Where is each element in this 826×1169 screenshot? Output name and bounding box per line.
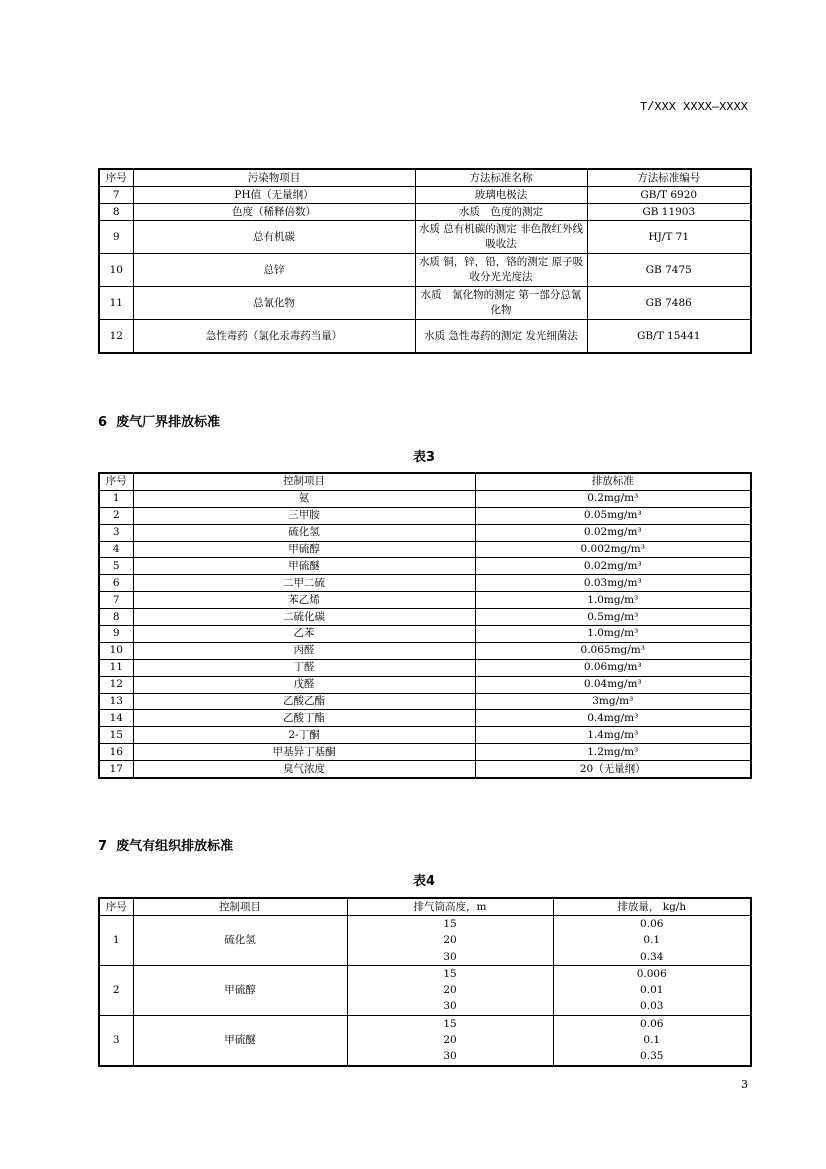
column-header: 方法标准编号 [587,169,751,187]
table-cell: 17 [99,761,133,778]
section-title: 废气厂界排放标准 [116,415,221,430]
table-cell: 水质 急性毒药的测定 发光细菌法 [415,320,587,354]
table-cell: 0.002mg/m³ [475,541,751,558]
table-row [99,965,751,1015]
height-value: 30 [443,1050,457,1063]
table-cell: HJ/T 71 [587,221,751,254]
table-row [99,254,751,287]
table-row [99,524,751,541]
table-cell: GB 7475 [587,254,751,287]
table-cell: 总氰化物 [133,287,415,320]
table-cell: 总锌 [133,254,415,287]
rate-value: 0.01 [640,984,664,997]
table-row [99,642,751,659]
section-number: 7 [98,839,108,854]
table-cell: 硫化氢 [133,524,475,541]
table-cell: 氨 [133,490,475,507]
table-cell: 1.4mg/m³ [475,727,751,744]
table-cell: 10 [99,254,133,287]
table-cell: 水质 总有机碳的测定 非色散红外线吸收法 [415,221,587,254]
column-header: 序号 [99,169,133,187]
rate-value: 0.06 [640,918,664,930]
table-cell: 8 [99,609,133,626]
rate-value: 0.1 [643,1034,661,1047]
table-cell: 12 [99,676,133,693]
table-header-row [99,898,751,916]
table-cell: GB 7486 [587,287,751,320]
table-cell: 水质 铜，锌，铅，铬的测定 原子吸收分光光度法 [415,254,587,287]
table-cell: 戊醛 [133,676,475,693]
table-cell: 0.4mg/m³ [475,710,751,727]
table-cell: 玻璃电极法 [415,187,587,204]
table-cell: 0.05mg/m³ [475,507,751,524]
column-header: 排气筒高度，m [347,898,553,916]
table-row [99,507,751,524]
table-row [99,541,751,558]
methods-table [98,168,752,354]
table-cell: 9 [99,626,133,643]
table-cell: 三甲胺 [133,507,475,524]
table-cell: 水质 氰化物的测定 第一部分总氰化物 [415,287,587,320]
height-value: 15 [443,1017,457,1030]
table-cell: 0.03mg/m³ [475,575,751,592]
table-cell [347,965,553,1015]
table-cell: GB/T 6920 [587,187,751,204]
stack-emission-table [98,897,752,1067]
table-cell: 7 [99,592,133,609]
rate-value: 0.03 [640,1000,664,1013]
column-header: 序号 [99,473,133,490]
table-cell: 甲硫醚 [133,558,475,575]
table-cell: 20（无量纲） [475,761,751,778]
table-row [99,710,751,727]
height-value: 20 [443,934,457,947]
table-cell: 1 [99,916,133,966]
table-cell: 甲硫醇 [133,541,475,558]
table-row [99,187,751,204]
table-cell: 0.06mg/m³ [475,659,751,676]
table-header-row [99,169,751,187]
table-row [99,693,751,710]
table-cell: 水质 色度的测定 [415,204,587,221]
table-cell: 9 [99,221,133,254]
table-row [99,676,751,693]
table-row [99,320,751,354]
page-number: 3 [741,1078,748,1091]
rate-value: 0.34 [640,950,664,963]
table-cell: 0.02mg/m³ [475,558,751,575]
table-caption: 表4 [412,874,436,889]
table-row [99,609,751,626]
table-cell: 1.0mg/m³ [475,626,751,643]
table-cell: 苯乙烯 [133,592,475,609]
height-value: 15 [443,967,457,980]
table-cell: 丁醛 [133,659,475,676]
table-row [99,490,751,507]
table-cell: 1 [99,490,133,507]
table-cell: 0.5mg/m³ [475,609,751,626]
column-header: 控制项目 [133,898,347,916]
table-cell: 乙苯 [133,626,475,643]
table-cell: 0.2mg/m³ [475,490,751,507]
table-cell: 8 [99,204,133,221]
table-row [99,287,751,320]
table-cell: 5 [99,558,133,575]
table-cell: 急性毒药（氯化汞毒药当量） [133,320,415,354]
table-cell: 6 [99,575,133,592]
table-cell: 3mg/m³ [475,693,751,710]
column-header: 排放量， kg/h [553,898,751,916]
table-cell: PH值（无量纲） [133,187,415,204]
table-row [99,575,751,592]
table-cell: 0.02mg/m³ [475,524,751,541]
table-cell: 乙酸丁酯 [133,710,475,727]
table-cell: 4 [99,541,133,558]
height-value: 30 [443,950,457,963]
table-cell: 7 [99,187,133,204]
table-cell: 甲硫醇 [133,965,347,1015]
rate-value: 0.1 [643,934,661,947]
table-row [99,204,751,221]
table-cell [553,1015,751,1065]
boundary-emission-table [98,472,752,779]
table-row [99,744,751,761]
table-row [99,727,751,744]
table-cell: 二甲二硫 [133,575,475,592]
table-row [99,221,751,254]
document-code: T/XXX XXXX—XXXX [639,100,748,114]
table-cell: 臭气浓度 [133,761,475,778]
table-cell: 色度（稀释倍数） [133,204,415,221]
column-header: 污染物项目 [133,169,415,187]
table-cell: GB 11903 [587,204,751,221]
table-cell: 总有机碳 [133,221,415,254]
table-cell: 1.0mg/m³ [475,592,751,609]
table-row [99,916,751,966]
table-cell: 14 [99,710,133,727]
height-value: 20 [443,1034,457,1047]
section-heading [98,835,233,854]
height-value: 15 [443,918,457,930]
table-cell: 11 [99,287,133,320]
table-row [99,761,751,778]
table-cell: 硫化氢 [133,916,347,966]
table-cell [347,916,553,966]
table-cell: 16 [99,744,133,761]
table-row [99,1015,751,1065]
rate-value: 0.006 [636,967,667,980]
table-cell: 甲基异丁基酮 [133,744,475,761]
column-header: 控制项目 [133,473,475,490]
table-cell: 2 [99,965,133,1015]
section-heading [98,411,220,430]
table-row [99,592,751,609]
table-cell: 3 [99,524,133,541]
table-cell: 2 [99,507,133,524]
height-value: 30 [443,1000,457,1013]
table-cell: 丙醛 [133,642,475,659]
table-cell: 11 [99,659,133,676]
section-title: 废气有组织排放标准 [116,839,234,854]
column-header: 排放标准 [475,473,751,490]
table-row [99,626,751,643]
table-cell: 10 [99,642,133,659]
table-cell: 1.2mg/m³ [475,744,751,761]
table-cell: 12 [99,320,133,354]
table-cell: 乙酸乙酯 [133,693,475,710]
height-value: 20 [443,984,457,997]
table-row [99,659,751,676]
table-cell: 3 [99,1015,133,1065]
table-header-row [99,473,751,490]
table-cell: 0.065mg/m³ [475,642,751,659]
section-number: 6 [98,415,108,430]
column-header: 方法标准名称 [415,169,587,187]
table-cell: 15 [99,727,133,744]
table-row [99,558,751,575]
table-cell: 13 [99,693,133,710]
table-cell [553,916,751,966]
table-cell: GB/T 15441 [587,320,751,354]
table-caption: 表3 [412,450,436,465]
table-cell: 0.04mg/m³ [475,676,751,693]
table-cell [553,965,751,1015]
rate-value: 0.35 [640,1050,664,1063]
column-header: 序号 [99,898,133,916]
table-cell: 2-丁酮 [133,727,475,744]
rate-value: 0.06 [640,1017,664,1030]
table-cell [347,1015,553,1065]
table-cell: 二硫化碳 [133,609,475,626]
table-cell: 甲硫醚 [133,1015,347,1065]
